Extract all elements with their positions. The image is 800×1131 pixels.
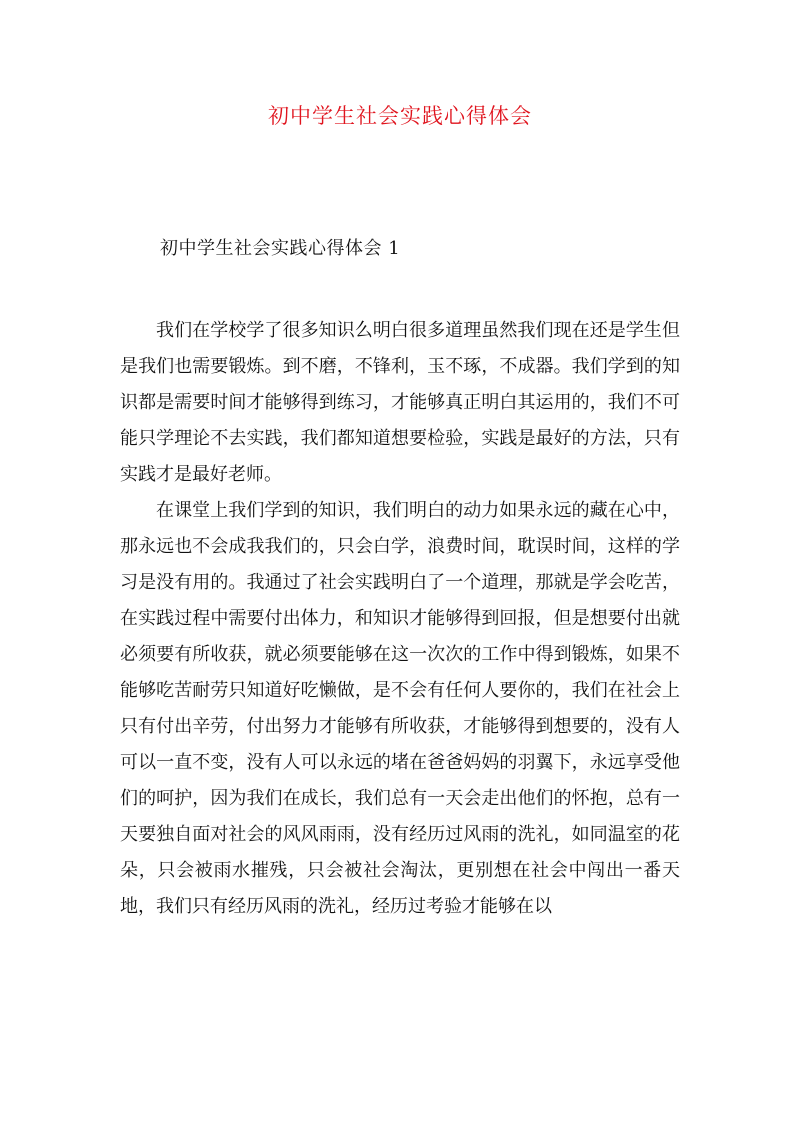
section-heading: 初中学生社会实践心得体会 1 [160, 238, 401, 259]
document-title: 初中学生社会实践心得体会 [268, 104, 532, 128]
document-body [120, 313, 680, 925]
paragraph: 在课堂上我们学到的知识，我们明白的动力如果永远的藏在心中，那永远也不会成我我们的，只会白学，浪费时间，耽误时间，这样的学习是没有用的。我通过了社会实践明白了一个道理，那就是学会吃苦，在实践过程中需要付出体力，和知识才能够得到回报，但是想要付出就必须要有所收获，就必须要能够在这一次次的工作中得到锻炼，如果不能够吃苦耐劳只知道好吃懒做，是不会有任何人要你的，我们在社会上只有付出辛劳，付出努力才能够有所收获，才能够得到想要的，没有人可以一直不变，没有人可以永远的堵在爸爸妈妈的羽翼下，永远享受他们的呵护，因为我们在成长，我们总有一天会走出他们的怀抱，总有一天要独自面对社会的风风雨雨，没有经历过风雨的洗礼，如同温室的花朵，只会被雨水摧残，只会被社会淘汰，更别想在社会中闯出一番天地，我们只有经历风雨的洗礼，经历过考验才能够在以 [120, 500, 680, 917]
paragraph: 我们在学校学了很多知识么明白很多道理虽然我们现在还是学生但是我们也需要锻炼。到不磨，不锋利，玉不琢，不成器。我们学到的知识都是需要时间才能够得到练习，才能够真正明白其运用的，我们不可能只学理论不去实践，我们都知道想要检验，实践是最好的方法，只有实践才是最好老师。 [120, 320, 680, 485]
